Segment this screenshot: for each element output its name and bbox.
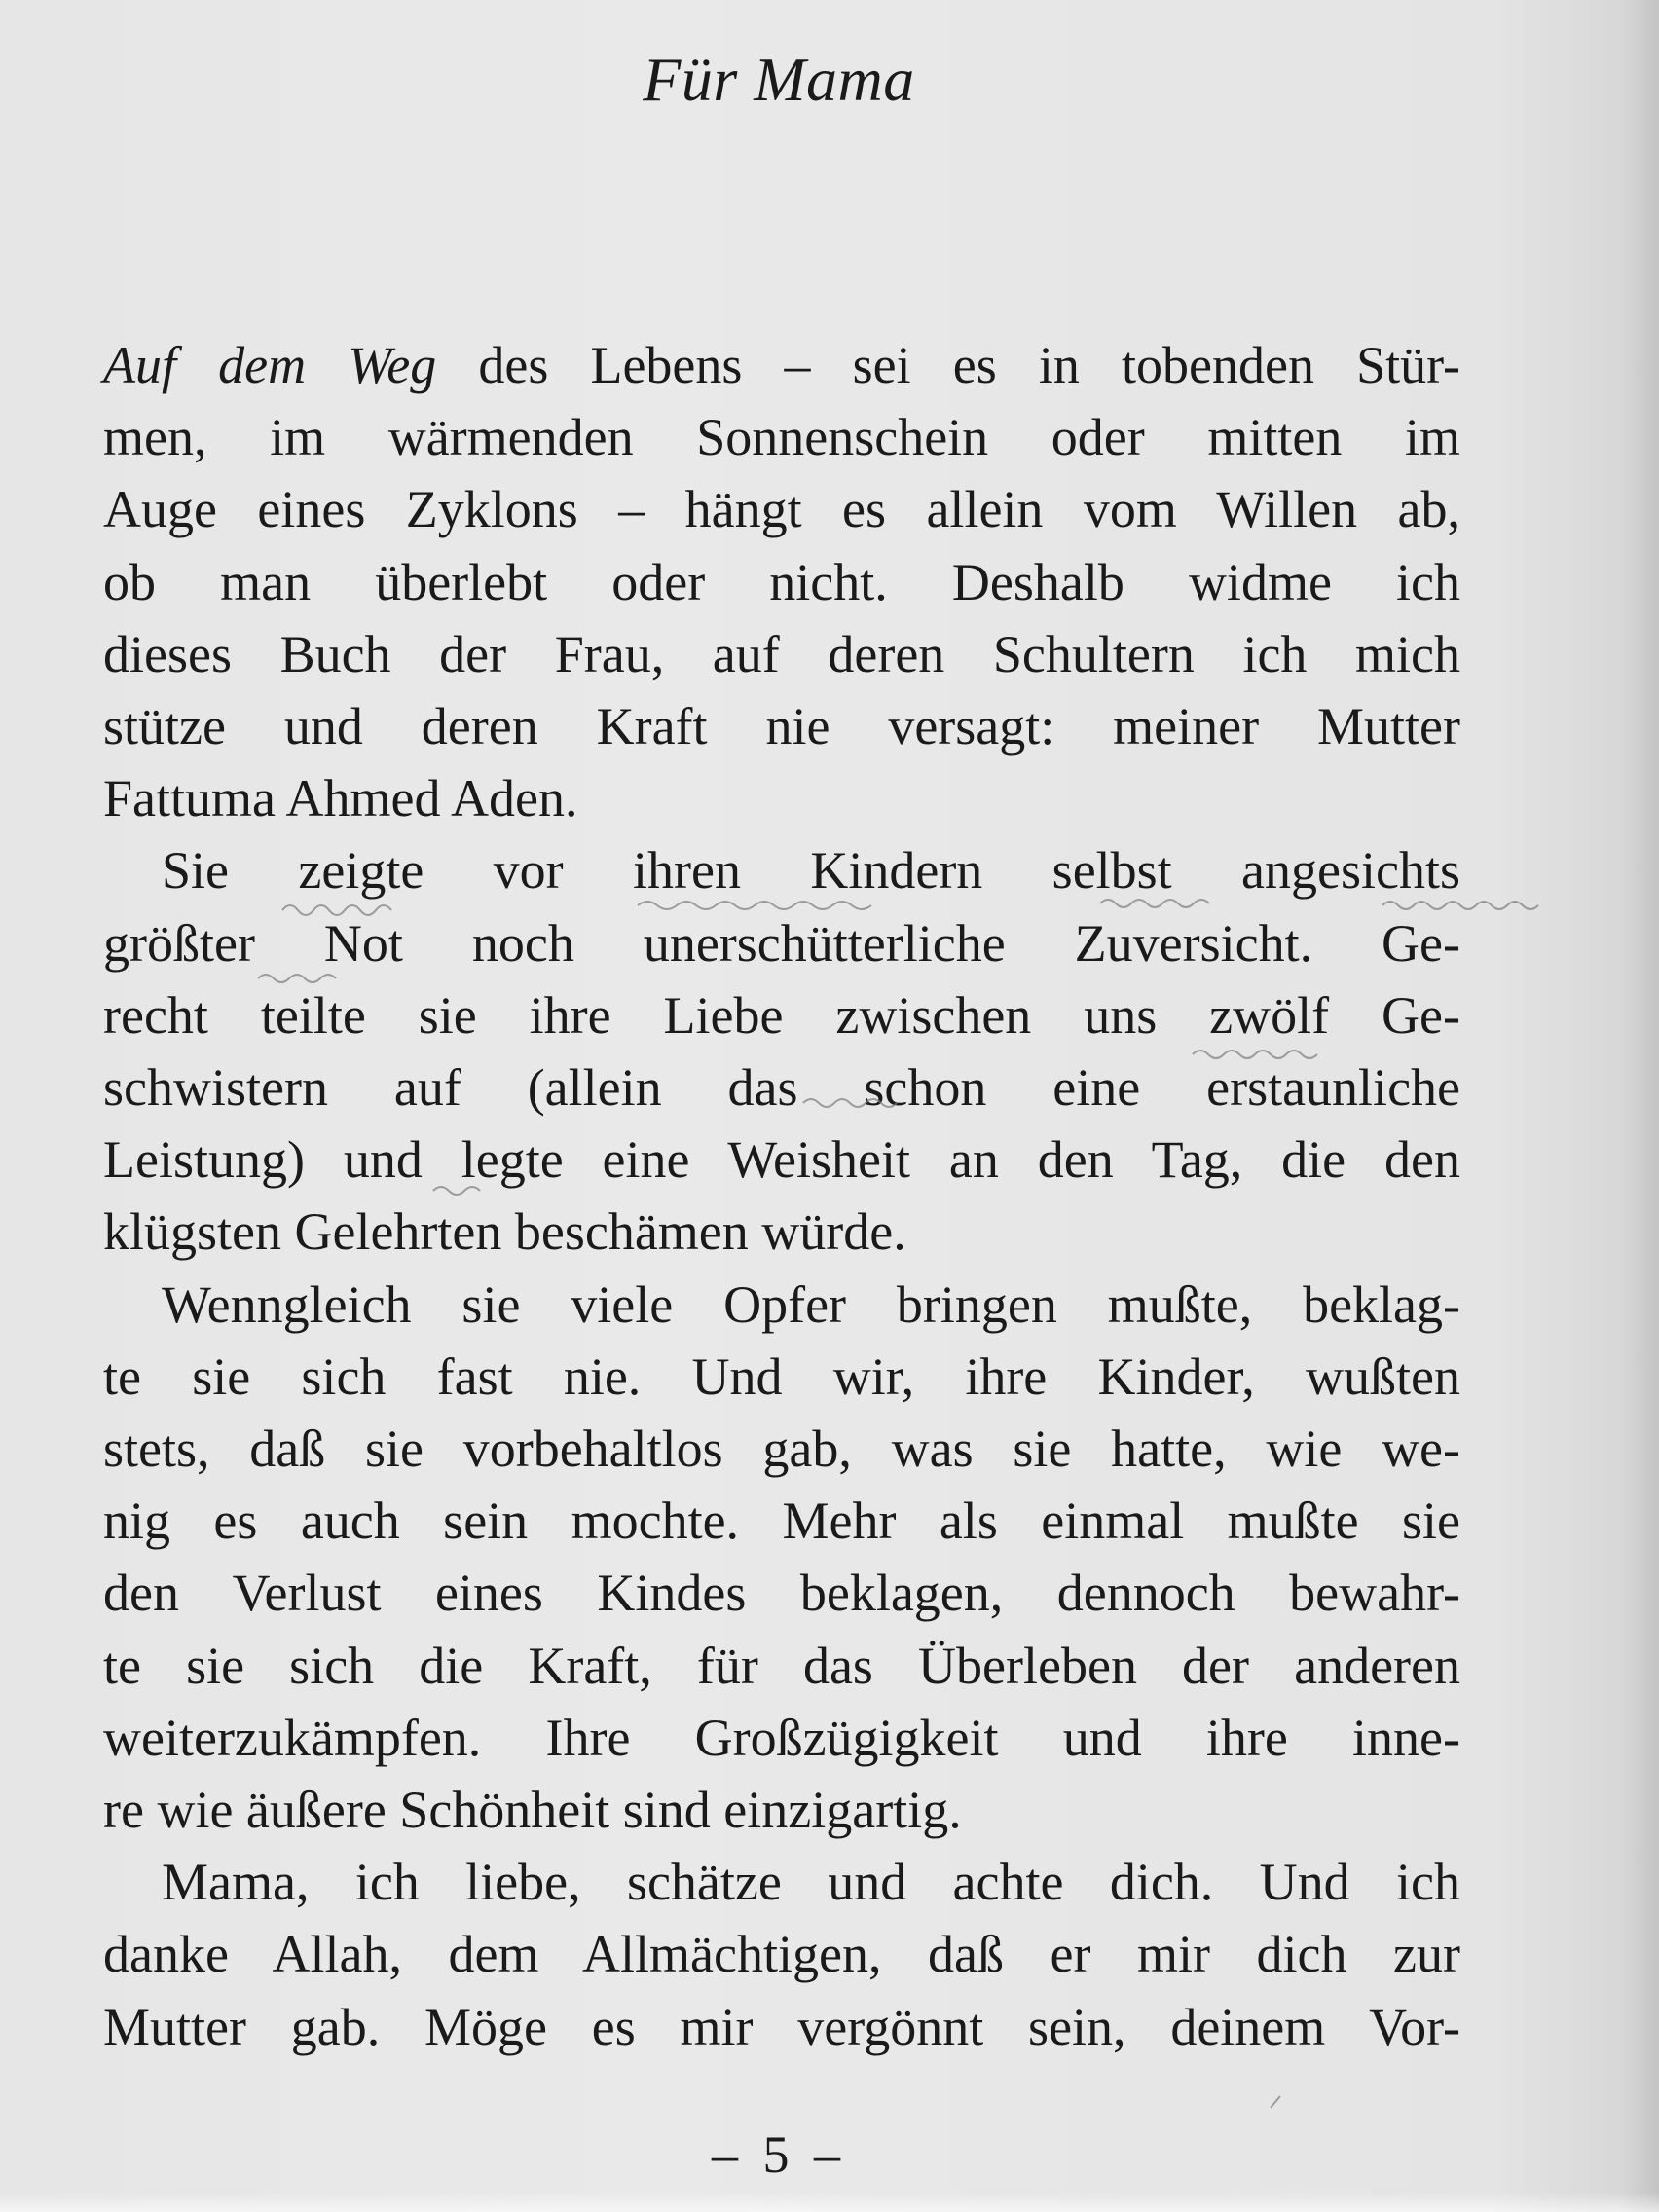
text-line: größter Not noch unerschütterliche Zuversicht. Ge- bbox=[103, 913, 1460, 973]
text-line: recht teilte sie ihre Liebe zwischen uns zwölf Ge- bbox=[103, 985, 1460, 1045]
text-line: schwistern auf (allein das schon eine erstaunliche bbox=[103, 1058, 1460, 1118]
page-edge-shadow bbox=[1620, 0, 1659, 2212]
text-line: te sie sich fast nie. Und wir, ihre Kinder, wußten bbox=[103, 1346, 1460, 1406]
paragraph-4 bbox=[103, 1846, 1460, 2063]
text-line: stütze und deren Kraft nie versagt: meiner Mutter bbox=[103, 697, 1460, 756]
text-line: Auge eines Zyklons – hängt es allein vom Willen ab, bbox=[103, 480, 1460, 539]
text-line: ob man überlebt oder nicht. Deshalb widme ich bbox=[103, 552, 1460, 611]
text-line: Sie zeigte vor ihren Kindern selbst angesichts bbox=[162, 841, 1460, 901]
text-line: Wenngleich sie viele Opfer bringen mußte, beklag- bbox=[162, 1274, 1460, 1334]
text-line: men, im wärmenden Sonnenschein oder mitten im bbox=[103, 408, 1460, 467]
line-text: des Lebens – sei es in tobenden Stür- bbox=[436, 336, 1461, 394]
text-line: weiterzukämpfen. Ihre Großzügigkeit und ihre inne- bbox=[103, 1708, 1460, 1767]
dedication-text bbox=[103, 329, 1460, 2063]
text-line: klügsten Gelehrten beschämen würde. bbox=[103, 1202, 906, 1262]
paragraph-2 bbox=[103, 834, 1460, 1268]
text-line: stets, daß sie vorbehaltlos gab, was sie hatte, wie we- bbox=[103, 1419, 1460, 1479]
text-line: Leistung) und legte eine Weisheit an den Tag, die den bbox=[103, 1130, 1460, 1190]
text-line: re wie äußere Schönheit sind einzigartig. bbox=[103, 1781, 962, 1840]
text-line: den Verlust eines Kindes beklagen, dennoch bewahr- bbox=[103, 1564, 1460, 1623]
page-number: – 5 – bbox=[712, 2125, 846, 2184]
paragraph-3 bbox=[103, 1269, 1460, 1847]
text-line bbox=[103, 329, 1460, 401]
text-line: Mutter gab. Möge es mir vergönnt sein, deinem Vor- bbox=[103, 1997, 1460, 2056]
text-line: Mama, ich liebe, schätze und achte dich. Und ich bbox=[162, 1853, 1460, 1912]
italic-phrase: Auf dem Weg bbox=[103, 336, 437, 394]
text-line: dieses Buch der Frau, auf deren Schultern ich mich bbox=[103, 624, 1460, 683]
pencil-mark bbox=[1271, 2096, 1280, 2108]
text-line: nig es auch sein mochte. Mehr als einmal mußte sie bbox=[103, 1492, 1460, 1551]
paragraph-1 bbox=[103, 329, 1460, 834]
page-heading: Für Mama bbox=[643, 45, 915, 114]
text-line: Fattuma Ahmed Aden. bbox=[103, 769, 578, 829]
text-line: te sie sich die Kraft, für das Überleben der anderen bbox=[103, 1636, 1460, 1695]
bottom-edge bbox=[0, 2193, 1659, 2212]
text-line: danke Allah, dem Allmächtigen, daß er mir dich zur bbox=[103, 1925, 1460, 1984]
